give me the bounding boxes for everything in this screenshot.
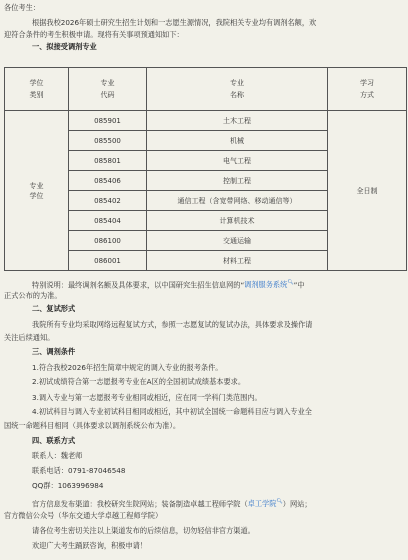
intro-line-2: 迎符合条件的考生积极申请。现将有关事项预通知如下：: [4, 30, 184, 39]
search-icon: 🔍︎: [287, 280, 294, 286]
section-2-title: 二、复试形式: [32, 304, 76, 313]
major-name: 计算机技术: [147, 211, 328, 231]
major-name: 通信工程（含宽带网络、移动通信等）: [147, 191, 328, 211]
condition-4-line-2: 国统一命题科目相同（具体要求以调剂系统公布为准）。: [4, 421, 181, 430]
header-mode: 学习 方式: [328, 68, 407, 111]
header-name: 专业 名称: [147, 68, 328, 111]
table-header-row: [5, 68, 407, 111]
major-code: 085901: [69, 111, 147, 131]
zhuogong-college-link[interactable]: 卓工学院🔍︎: [247, 499, 283, 509]
closing-line-1: 请各位考生密切关注以上渠道发布的后续信息，切勿轻信非官方渠道。: [32, 526, 255, 535]
degree-category-cell: 专业 学位: [5, 111, 69, 271]
major-name: 控制工程: [147, 171, 328, 191]
condition-4-line-1: 4.初试科目与调入专业初试科目相同或相近，其中初试全国统一命题科目应与调入专业全: [32, 407, 312, 416]
retest-line-2: 关注后续通知。: [4, 333, 55, 342]
official-channels-line-2: 官方微信公众号（华东交通大学卓越工程师学院）: [4, 511, 163, 520]
section-3-title: 三、调剂条件: [32, 347, 76, 356]
official-channels-line-1: 官方信息发布渠道：我校研究生院网站；装备制造卓越工程师学院（卓工学院🔍︎）网站；: [32, 499, 312, 509]
major-name: 机械: [147, 131, 328, 151]
contact-phone: 联系电话：0791-87046548: [32, 466, 126, 475]
study-mode-cell: 全日制: [328, 111, 407, 271]
adjustment-service-link[interactable]: 调剂服务系统🔍︎: [244, 280, 294, 290]
major-name: 土木工程: [147, 111, 328, 131]
header-category: 学位 类别: [5, 68, 69, 111]
major-code: 085500: [69, 131, 147, 151]
major-code: 085406: [69, 171, 147, 191]
major-name: 交通运输: [147, 231, 328, 251]
condition-1: 1.符合我校2026年招生简章中规定的调入专业的报考条件。: [32, 363, 223, 372]
majors-table: [4, 67, 407, 271]
header-code: 专业 代码: [69, 68, 147, 111]
table-row: [5, 111, 407, 131]
major-name: 材料工程: [147, 251, 328, 271]
contact-qq: QQ群：1063996984: [32, 481, 104, 490]
major-code: 086001: [69, 251, 147, 271]
major-code: 085402: [69, 191, 147, 211]
section-1-title: 一、拟接受调剂专业: [32, 42, 97, 51]
search-icon: 🔍︎: [276, 499, 283, 505]
special-note-line-1: 特别说明：最终调剂名额及具体要求，以中国研究生招生信息网的“调剂服务系统🔍︎”中: [32, 280, 305, 290]
major-code: 086100: [69, 231, 147, 251]
section-4-title: 四、联系方式: [32, 436, 76, 445]
major-code: 085404: [69, 211, 147, 231]
retest-line-1: 我院所有专业均采取网络远程复试方式，参照一志愿复试的复试办法，具体要求及操作请: [32, 320, 313, 329]
intro-line-1: 根据我校2026年硕士研究生招生计划和一志愿生源情况，我院相关专业均有调剂名额，欢: [32, 18, 317, 27]
condition-3: 3.调入专业与第一志愿报考专业相同或相近，应在同一学科门类范围内。: [32, 393, 262, 402]
major-code: 085801: [69, 151, 147, 171]
greeting: 各位考生：: [4, 3, 40, 12]
condition-2: 2.初试成绩符合第一志愿报考专业在A区的全国初试成绩基本要求。: [32, 377, 246, 386]
special-note-line-2: 正式公布的为准。: [4, 291, 62, 300]
major-name: 电气工程: [147, 151, 328, 171]
closing-line-2: 欢迎广大考生踊跃咨询，积极申请！: [32, 541, 148, 550]
contact-person: 联系人：魏老师: [32, 451, 83, 460]
